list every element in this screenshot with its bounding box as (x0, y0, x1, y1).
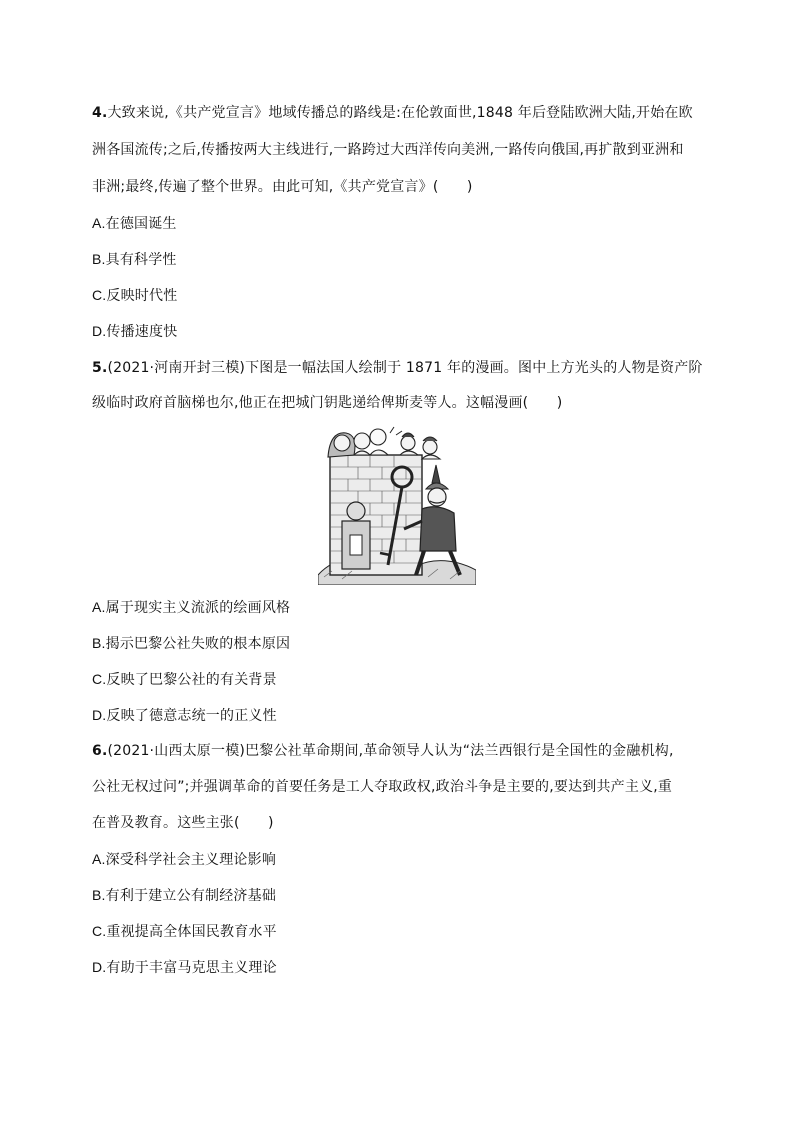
q6-stem-line-2: 公社无权过问”;并强调革命的首要任务是工人夺取政权,政治斗争是主要的,要达到共产主义,重 (92, 779, 673, 795)
q6-number: 6. (92, 743, 108, 759)
q5-option-c[interactable]: C.反映了巴黎公社的有关背景 (92, 671, 277, 687)
q4-option-c[interactable]: C.反映时代性 (92, 287, 178, 303)
q6-option-b[interactable]: B.有利于建立公有制经济基础 (92, 887, 277, 903)
q6-option-d[interactable]: D.有助于丰富马克思主义理论 (92, 959, 277, 975)
q4-option-d[interactable]: D.传播速度快 (92, 323, 178, 339)
q5-option-a[interactable]: A.属于现实主义流派的绘画风格 (92, 599, 291, 615)
q6-stem-line-3: 在普及教育。这些主张( ) (92, 815, 274, 831)
cartoon-illustration (318, 425, 476, 585)
q6-stem-line-1: 6.(2021·山西太原一模)巴黎公社革命期间,革命领导人认为“法兰西银行是全国性的金融机构, (92, 743, 674, 759)
q4-number: 4. (92, 105, 108, 121)
q5-option-d[interactable]: D.反映了德意志统一的正义性 (92, 707, 277, 723)
q4-option-a[interactable]: A.在德国诞生 (92, 215, 177, 231)
q4-stem-line-2: 洲各国流传;之后,传播按两大主线进行,一路跨过大西洋传向美洲,一路传向俄国,再扩散到亚洲和 (92, 142, 684, 158)
q5-option-b[interactable]: B.揭示巴黎公社失败的根本原因 (92, 635, 291, 651)
q5-stem-line-2: 级临时政府首脑梯也尔,他正在把城门钥匙递给俾斯麦等人。这幅漫画( ) (92, 395, 563, 411)
q6-option-a[interactable]: A.深受科学社会主义理论影响 (92, 851, 277, 867)
q5-number: 5. (92, 360, 108, 376)
q6-option-c[interactable]: C.重视提高全体国民教育水平 (92, 923, 277, 939)
q4-option-b[interactable]: B.具有科学性 (92, 251, 177, 267)
q5-stem-line-1: 5.(2021·河南开封三模)下图是一幅法国人绘制于 1871 年的漫画。图中上方光头的人物是资产阶 (92, 360, 703, 376)
q4-stem-line-1: 4.大致来说,《共产党宣言》地域传播总的路线是:在伦敦面世,1848 年后登陆欧洲大陆,开始在欧 (92, 105, 693, 121)
q4-stem-line-3: 非洲;最终,传遍了整个世界。由此可知,《共产党宣言》( ) (92, 179, 473, 195)
